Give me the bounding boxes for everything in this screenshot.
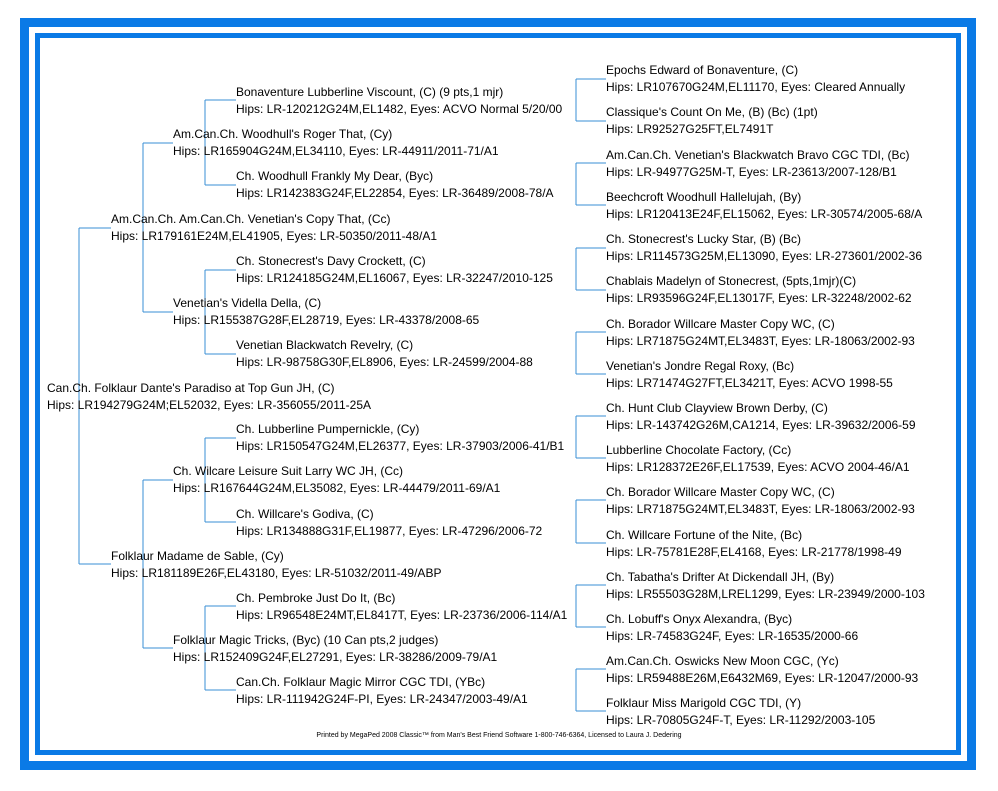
dog-name: Chablais Madelyn of Stonecrest, (5pts,1mjr)(C) [606, 274, 857, 288]
dog-name: Ch. Willcare's Godiva, (C) [236, 507, 374, 521]
dog-entry-sire-dam [173, 295, 479, 329]
dog-name: Am.Can.Ch. Oswicks New Moon CGC, (Yc) [606, 654, 839, 668]
dog-entry-gen5-5 [606, 231, 922, 265]
dog-entry-gen5-3 [606, 147, 910, 181]
dog-entry-sire [111, 211, 437, 245]
dog-name: Am.Can.Ch. Venetian's Blackwatch Bravo CGC TDI, (Bc) [606, 148, 910, 162]
dog-entry-gen5-13 [606, 569, 925, 603]
dog-name: Ch. Lubberline Pumpernickle, (Cy) [236, 422, 420, 436]
dog-health-details: Hips: LR-74583G24F, Eyes: LR-16535/2000-66 [606, 629, 859, 643]
dog-name: Can.Ch. Folklaur Dante's Paradiso at Top Gun JH, (C) [47, 381, 335, 395]
dog-entry-gen5-6 [606, 273, 912, 307]
dog-health-details: Hips: LR55503G28M,LREL1299, Eyes: LR-23949/2000-103 [606, 587, 925, 601]
dog-entry-gen5-14 [606, 611, 858, 645]
dog-name: Can.Ch. Folklaur Magic Mirror CGC TDI, (YBc) [236, 675, 486, 689]
dog-health-details: Hips: LR114573G25M,EL13090, Eyes: LR-273601/2002-36 [606, 249, 922, 263]
dog-entry-gen5-12 [606, 527, 902, 561]
dog-name: Ch. Wilcare Leisure Suit Larry WC JH, (Cc) [173, 464, 404, 478]
dog-health-details: Hips: LR71474G27FT,EL3421T, Eyes: ACVO 1998-55 [606, 376, 893, 390]
dog-name: Ch. Woodhull Frankly My Dear, (Byc) [236, 169, 434, 183]
dog-health-details: Hips: LR107670G24M,EL11170, Eyes: Cleared Annually [606, 80, 906, 94]
dog-health-details: Hips: LR71875G24MT,EL3483T, Eyes: LR-18063/2002-93 [606, 334, 915, 348]
dog-name: Bonaventure Lubberline Viscount, (C) (9 pts,1 mjr) [236, 85, 504, 99]
dog-entry-dsd [236, 506, 542, 540]
dog-entry-gen5-9 [606, 400, 916, 434]
dog-health-details: Hips: LR120413E24F,EL15062, Eyes: LR-30574/2005-68/A [606, 207, 923, 221]
dog-health-details: Hips: LR96548E24MT,EL8417T, Eyes: LR-23736/2006-114/A1 [236, 608, 568, 622]
dog-entry-dss [236, 421, 564, 455]
dog-entry-ddd [236, 674, 528, 708]
dog-name: Beechcroft Woodhull Hallelujah, (By) [606, 190, 802, 204]
dog-entry-gen5-2 [606, 104, 818, 138]
dog-name: Ch. Borador Willcare Master Copy WC, (C) [606, 317, 835, 331]
dog-entry-gen5-8 [606, 358, 893, 392]
dog-entry-dam [111, 548, 441, 582]
dog-name: Epochs Edward of Bonaventure, (C) [606, 63, 799, 77]
dog-health-details: Hips: LR165904G24M,EL34110, Eyes: LR-44911/2011-71/A1 [173, 144, 499, 158]
dog-entry-ssd [236, 168, 554, 202]
dog-health-details: Hips: LR155387G28F,EL28719, Eyes: LR-43378/2008-65 [173, 313, 480, 327]
dog-health-details: Hips: LR59488E26M,E6432M69, Eyes: LR-12047/2000-93 [606, 671, 919, 685]
dog-name: Ch. Willcare Fortune of the Nite, (Bc) [606, 528, 803, 542]
dog-name: Folklaur Miss Marigold CGC TDI, (Y) [606, 696, 802, 710]
dog-health-details: Hips: LR142383G24F,EL22854, Eyes: LR-36489/2008-78/A [236, 186, 554, 200]
dog-entry-gen5-15 [606, 653, 918, 687]
dog-health-details: Hips: LR-94977G25M-T, Eyes: LR-23613/2007-128/B1 [606, 165, 897, 179]
dog-entry-gen5-1 [606, 62, 905, 96]
dog-entry-gen5-4 [606, 189, 922, 223]
dog-health-details: Hips: LR167644G24M,EL35082, Eyes: LR-44479/2011-69/A1 [173, 481, 501, 495]
dog-health-details: Hips: LR150547G24M,EL26377, Eyes: LR-37903/2006-41/B1 [236, 439, 565, 453]
dog-health-details: Hips: LR194279G24M;EL52032, Eyes: LR-356055/2011-25A [47, 398, 371, 412]
dog-health-details: Hips: LR93596G24F,EL13017F, Eyes: LR-32248/2002-62 [606, 291, 912, 305]
dog-name: Venetian's Vidella Della, (C) [173, 296, 322, 310]
dog-health-details: Hips: LR128372E26F,EL17539, Eyes: ACVO 2004-46/A1 [606, 460, 910, 474]
print-credit-footer: Printed by MegaPed 2008 Classic™ from Man's Best Friend Software 1-800-746-6364, Licensed to Laura J. Dedering [316, 732, 682, 739]
dog-health-details: Hips: LR71875G24MT,EL3483T, Eyes: LR-18063/2002-93 [606, 502, 915, 516]
dog-health-details: Hips: LR-120212G24M,EL1482, Eyes: ACVO Normal 5/20/00 [236, 102, 563, 116]
dog-health-details: Hips: LR92527G25FT,EL7491T [606, 122, 774, 136]
dog-name: Ch. Hunt Club Clayview Brown Derby, (C) [606, 401, 828, 415]
dog-name: Am.Can.Ch. Woodhull's Roger That, (Cy) [173, 127, 393, 141]
dog-health-details: Hips: LR-70805G24F-T, Eyes: LR-11292/2003-105 [606, 713, 876, 727]
dog-name: Ch. Stonecrest's Lucky Star, (B) (Bc) [606, 232, 802, 246]
dog-name: Folklaur Madame de Sable, (Cy) [111, 549, 284, 563]
dog-entry-sdd [236, 337, 533, 371]
dog-name: Am.Can.Ch. Am.Can.Ch. Venetian's Copy That, (Cc) [111, 212, 391, 226]
dog-name: Lubberline Chocolate Factory, (Cc) [606, 443, 792, 457]
dog-entry-dam-dam [173, 632, 497, 666]
dog-health-details: Hips: LR-98758G30F,EL8906, Eyes: LR-24599/2004-88 [236, 355, 533, 369]
dog-name: Classique's Count On Me, (B) (Bc) (1pt) [606, 105, 818, 119]
dog-entry-dam-sire [173, 463, 500, 497]
dog-entry-gen5-11 [606, 484, 915, 518]
dog-entry-sss [236, 84, 562, 118]
dog-name: Ch. Pembroke Just Do It, (Bc) [236, 591, 396, 605]
dog-health-details: Hips: LR124185G24M,EL16067, Eyes: LR-32247/2010-125 [236, 271, 553, 285]
dog-entry-dds [236, 590, 567, 624]
dog-health-details: Hips: LR-143742G26M,CA1214, Eyes: LR-39632/2006-59 [606, 418, 916, 432]
dog-name: Ch. Lobuff's Onyx Alexandra, (Byc) [606, 612, 793, 626]
dog-entry-sds [236, 253, 553, 287]
dog-entry-gen5-16 [606, 695, 875, 729]
dog-health-details: Hips: LR181189E26F,EL43180, Eyes: LR-51032/2011-49/ABP [111, 566, 442, 580]
dog-health-details: Hips: LR-75781E28F,EL4168, Eyes: LR-21778/1998-49 [606, 545, 902, 559]
dog-name: Ch. Stonecrest's Davy Crockett, (C) [236, 254, 426, 268]
dog-name: Venetian Blackwatch Revelry, (C) [236, 338, 414, 352]
dog-entry-sire-sire [173, 126, 499, 160]
dog-name: Venetian's Jondre Regal Roxy, (Bc) [606, 359, 795, 373]
dog-name: Ch. Borador Willcare Master Copy WC, (C) [606, 485, 835, 499]
dog-name: Ch. Tabatha's Drifter At Dickendall JH, (By) [606, 570, 835, 584]
dog-health-details: Hips: LR134888G31F,EL19877, Eyes: LR-47296/2006-72 [236, 524, 543, 538]
dog-entry-gen5-10 [606, 442, 910, 476]
dog-entry-subject [47, 380, 371, 414]
dog-health-details: Hips: LR-111942G24F-PI, Eyes: LR-24347/2003-49/A1 [236, 692, 528, 706]
dog-entry-gen5-7 [606, 316, 915, 350]
dog-name: Folklaur Magic Tricks, (Byc) (10 Can pts,2 judges) [173, 633, 439, 647]
dog-health-details: Hips: LR152409G24F,EL27291, Eyes: LR-38286/2009-79/A1 [173, 650, 498, 664]
dog-health-details: Hips: LR179161E24M,EL41905, Eyes: LR-50350/2011-48/A1 [111, 229, 437, 243]
